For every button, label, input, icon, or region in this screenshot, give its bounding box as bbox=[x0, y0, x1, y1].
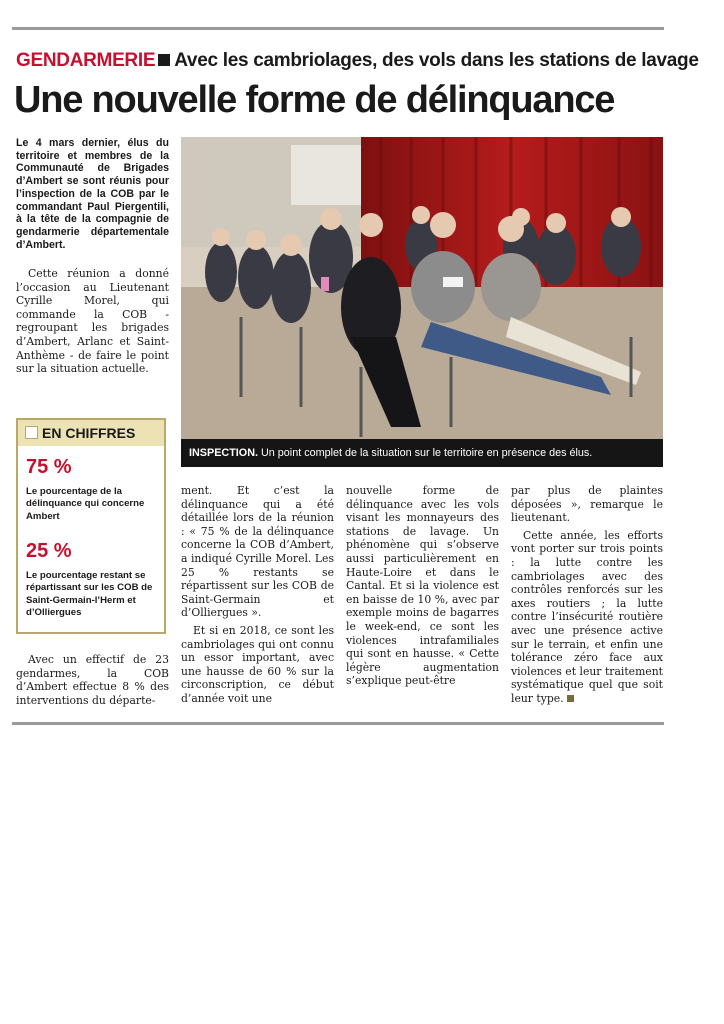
article-photo bbox=[181, 137, 663, 439]
paragraph: ment. Et c’est la délinquance qui a été détaillée lors de la réunion : « 75 % de la délinquance concerne la COB d’Ambert, a indiqué Cyrille Morel. Les 25 % restants se répartissent sur les COB de Saint-Germain et d’Olliergues ». bbox=[181, 484, 334, 620]
stat-description: Le pourcentage restant se répartissant sur les COB de Saint-Germain-l’Herm et d’Olliergues bbox=[26, 570, 153, 618]
stat-value: 75 % bbox=[26, 456, 72, 478]
paragraph: par plus de plaintes déposées », remarque le lieutenant. bbox=[511, 484, 663, 525]
paragraph: Et si en 2018, ce sont les cambriolages qui ont connu un essor important, avec une hausse de 60 % sur la circonscription, ce début d’année voit une bbox=[181, 623, 334, 705]
figures-box-title: EN CHIFFRES bbox=[42, 425, 136, 441]
column-2 bbox=[181, 484, 334, 710]
lead-paragraph: Le 4 mars dernier, élus du territoire et membres de la Communauté de Brigades d’Ambert se sont réunis pour l’inspection de la COB par le commandant Paul Piergentili, à la tête de la compagnie de gendarmerie départementale d’Ambert. bbox=[16, 137, 169, 251]
subheadline: Avec les cambriolages, des vols dans les stations de lavage bbox=[174, 50, 699, 71]
bottom-rule bbox=[12, 722, 664, 725]
column-1-bottom bbox=[16, 653, 169, 711]
stat-description: Le pourcentage de la délinquance qui concerne Ambert bbox=[26, 486, 145, 522]
meeting-photo bbox=[181, 137, 663, 439]
paragraph: Avec un effectif de 23 gendarmes, la COB d’Ambert effectue 8 % des interventions du départe- bbox=[16, 653, 169, 707]
headline: Une nouvelle forme de délinquance bbox=[14, 79, 615, 121]
top-rule bbox=[12, 27, 664, 30]
square-bullet-icon bbox=[158, 54, 170, 66]
column-3 bbox=[346, 484, 499, 692]
stat-value: 25 % bbox=[26, 540, 72, 562]
section-label: GENDARMERIE bbox=[16, 50, 156, 71]
figures-box-header bbox=[18, 420, 164, 446]
caption-label: INSPECTION. bbox=[189, 447, 258, 459]
paragraph: Cette réunion a donné l’occasion au Lieutenant Cyrille Morel, qui commande la COB - regroupant les brigades d’Ambert, Arlanc et Saint-Anthème - de faire le point sur la situation actuelle. bbox=[16, 267, 169, 376]
paragraph bbox=[511, 529, 663, 706]
paragraph: nouvelle forme de délinquance avec les vols visant les monnayeurs des stations de lavage. Un phénomène qui s’observe aussi particulièrement en Haute-Loire et dans le Cantal. Et si la violence est en baisse de 10 %, avec par exemple moins de bagarres le week-end, ce sont les violences intrafamiliales qui sont en hausse. « Cette légère augmentation s’explique peut-être bbox=[346, 484, 499, 688]
column-4 bbox=[511, 484, 663, 710]
square-icon bbox=[25, 426, 38, 439]
kicker bbox=[16, 50, 699, 72]
caption-text: Un point complet de la situation sur le territoire en présence des élus. bbox=[258, 447, 593, 459]
paragraph-text: Cette année, les efforts vont porter sur trois points : la lutte contre les cambriolages avec des contrôles renforcés sur les axes routiers ; la lutte contre l’insécurité routière avec une présence active sur le terrain, et enfin une tolérance zéro face aux violences et leur traitement systématique quel que soit leur type. bbox=[511, 528, 663, 705]
column-1-top bbox=[16, 267, 169, 380]
photo-caption bbox=[181, 439, 663, 467]
figures-box bbox=[16, 418, 166, 634]
end-mark-icon bbox=[567, 695, 574, 702]
